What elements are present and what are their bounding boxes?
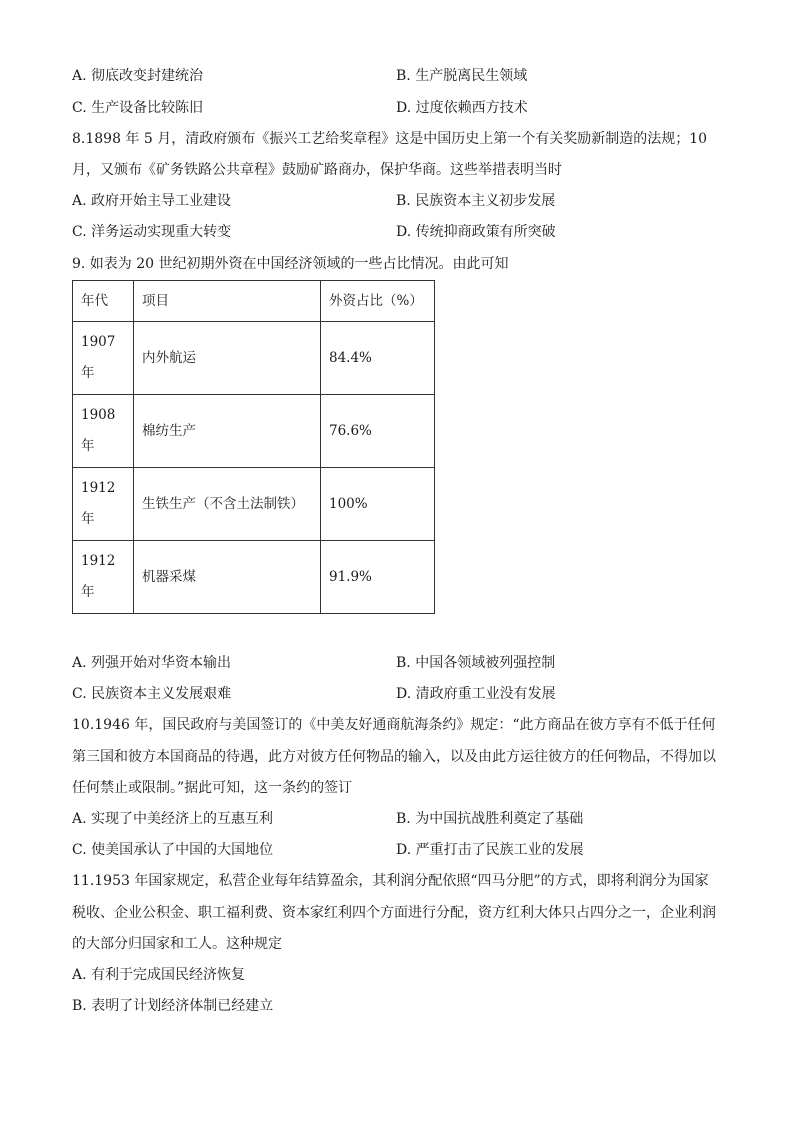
q8-stem-line-1: 8.1898 年 5 月，清政府颁布《振兴工艺给奖章程》这是中国历史上第一个有关奖励新制造的法规；10	[72, 131, 708, 147]
table-cell-year: 1912 年	[73, 468, 134, 541]
q9-option-c: C. 民族资本主义发展艰难	[72, 686, 232, 702]
q11-option-b: B. 表明了计划经济体制已经建立	[72, 998, 274, 1014]
table-cell-year: 1907 年	[73, 322, 134, 395]
q7-option-c: C. 生产设备比较陈旧	[72, 100, 204, 116]
table-cell-year: 1912 年	[73, 541, 134, 614]
q8-option-b: B. 民族资本主义初步发展	[396, 193, 556, 209]
q9-option-d: D. 清政府重工业没有发展	[396, 686, 556, 702]
q10-options-row-1	[72, 809, 722, 829]
foreign-capital-table	[72, 280, 435, 614]
q9-options-row-2	[72, 684, 722, 704]
table-header-share: 外资占比（%）	[321, 281, 435, 322]
table-row	[73, 322, 435, 395]
table-cell-item: 内外航运	[134, 322, 321, 395]
table-cell-share: 84.4%	[321, 322, 435, 395]
q10-stem-line-2: 第三国和彼方本国商品的待遇，此方对彼方任何物品的输入，以及由此方运往彼方的任何物品，不得加以	[72, 749, 716, 765]
table-cell-item: 生铁生产（不含土法制铁）	[134, 468, 321, 541]
table-cell-share: 100%	[321, 468, 435, 541]
table-row	[73, 541, 435, 614]
q10-option-b: B. 为中国抗战胜利奠定了基础	[396, 811, 584, 827]
q9-option-b: B. 中国各领域被列强控制	[396, 655, 556, 671]
table-header-item: 项目	[134, 281, 321, 322]
table-cell-item: 棉纺生产	[134, 395, 321, 468]
q7-options-row-2	[72, 98, 722, 118]
table-cell-item: 机器采煤	[134, 541, 321, 614]
table-cell-year: 1908 年	[73, 395, 134, 468]
q8-options-row-2	[72, 222, 722, 242]
q10-option-a: A. 实现了中美经济上的互惠互利	[72, 811, 274, 827]
table-cell-share: 76.6%	[321, 395, 435, 468]
q8-options-row-1	[72, 191, 722, 211]
q8-option-d: D. 传统抑商政策有所突破	[396, 224, 556, 240]
table-row	[73, 468, 435, 541]
table-row	[73, 395, 435, 468]
q7-option-b: B. 生产脱离民生领域	[396, 68, 528, 84]
table-cell-share: 91.9%	[321, 541, 435, 614]
q11-stem-line-2: 税收、企业公积金、职工福利费、资本家红利四个方面进行分配，资方红利大体只占四分之一，企业利润	[72, 905, 716, 921]
q8-option-a: A. 政府开始主导工业建设	[72, 193, 232, 209]
q10-option-d: D. 严重打击了民族工业的发展	[396, 842, 584, 858]
table-header-year: 年代	[73, 281, 134, 322]
q8-option-c: C. 洋务运动实现重大转变	[72, 224, 232, 240]
q10-option-c: C. 使美国承认了中国的大国地位	[72, 842, 274, 858]
table-header-row	[73, 281, 435, 322]
q10-options-row-2	[72, 840, 722, 860]
q10-stem-line-1: 10.1946 年，国民政府与美国签订的《中美友好通商航海条约》规定：“此方商品在彼方享有不低于任何	[72, 717, 716, 733]
q9-options-row-1	[72, 653, 722, 673]
q11-stem-line-1: 11.1953 年国家规定，私营企业每年结算盈余，其利润分配依照“四马分肥”的方式，即将利润分为国家	[72, 873, 709, 889]
q8-stem-line-2: 月，又颁布《矿务铁路公共章程》鼓励矿路商办，保护华商。这些举措表明当时	[72, 162, 562, 178]
q9-stem: 9. 如表为 20 世纪初期外资在中国经济领域的一些占比情况。由此可知	[72, 256, 509, 272]
q7-option-a: A. 彻底改变封建统治	[72, 68, 204, 84]
q11-option-a: A. 有利于完成国民经济恢复	[72, 967, 246, 983]
q7-option-d: D. 过度依赖西方技术	[396, 100, 528, 116]
q10-stem-line-3: 任何禁止或限制。”据此可知，这一条约的签订	[72, 780, 353, 796]
q9-option-a: A. 列强开始对华资本输出	[72, 655, 232, 671]
q7-options-row-1	[72, 66, 722, 86]
q11-stem-line-3: 的大部分归国家和工人。这种规定	[72, 936, 282, 952]
